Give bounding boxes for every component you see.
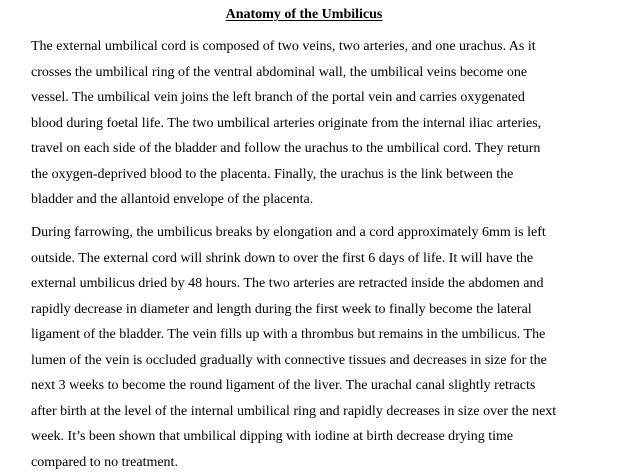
text-line: week. It’s been shown that umbilical dipping with iodine at birth decrease drying time [31,429,514,444]
text-line: lumen of the vein is occluded gradually with connective tissues and decreases in size for the [31,352,547,368]
document-title: Anatomy of the Umbilicus [225,7,383,22]
paragraph-umbilical-cord-composition [31,34,611,213]
text-line: travel on each side of the bladder and follow the urachus to the umbilical cord. They return [31,141,541,156]
text-line: after birth at the level of the internal umbilical ring and rapidly decreases in size over the next [31,403,557,419]
text-line: vessel. The umbilical vein joins the left branch of the portal vein and carries oxygenated [31,90,525,105]
text-line: the oxygen-deprived blood to the placenta. Finally, the urachus is the link between the [31,166,514,182]
text-line: bladder and the allantoid envelope of the placenta. [31,192,314,207]
text-line: During farrowing, the umbilicus breaks by elongation and a cord approximately 6mm is left [31,225,546,240]
text-line: rapidly decrease in diameter and length during the first week to finally become the lateral [31,301,532,317]
text-line: crosses the umbilical ring of the ventral abdominal wall, the umbilical veins become one [31,64,528,80]
paragraph-farrowing [31,220,611,475]
text-line: next 3 weeks to become the round ligament of the liver. The urachal canal slightly retracts [31,378,536,393]
text-line: ligament of the bladder. The vein fills up with a thrombus but remains in the umbilicus. The [31,327,546,342]
text-line: outside. The external cord will shrink down to over the first 6 days of life. It will have the [31,250,534,266]
text-line: compared to no treatment. [31,454,178,470]
text-line: blood during foetal life. The two umbilical arteries originate from the internal iliac arteries, [31,115,542,131]
text-line: The external umbilical cord is composed of two veins, two arteries, and one urachus. As it [31,39,536,54]
text-line: external umbilicus dried by 48 hours. The two arteries are retracted inside the abdomen and [31,276,544,291]
